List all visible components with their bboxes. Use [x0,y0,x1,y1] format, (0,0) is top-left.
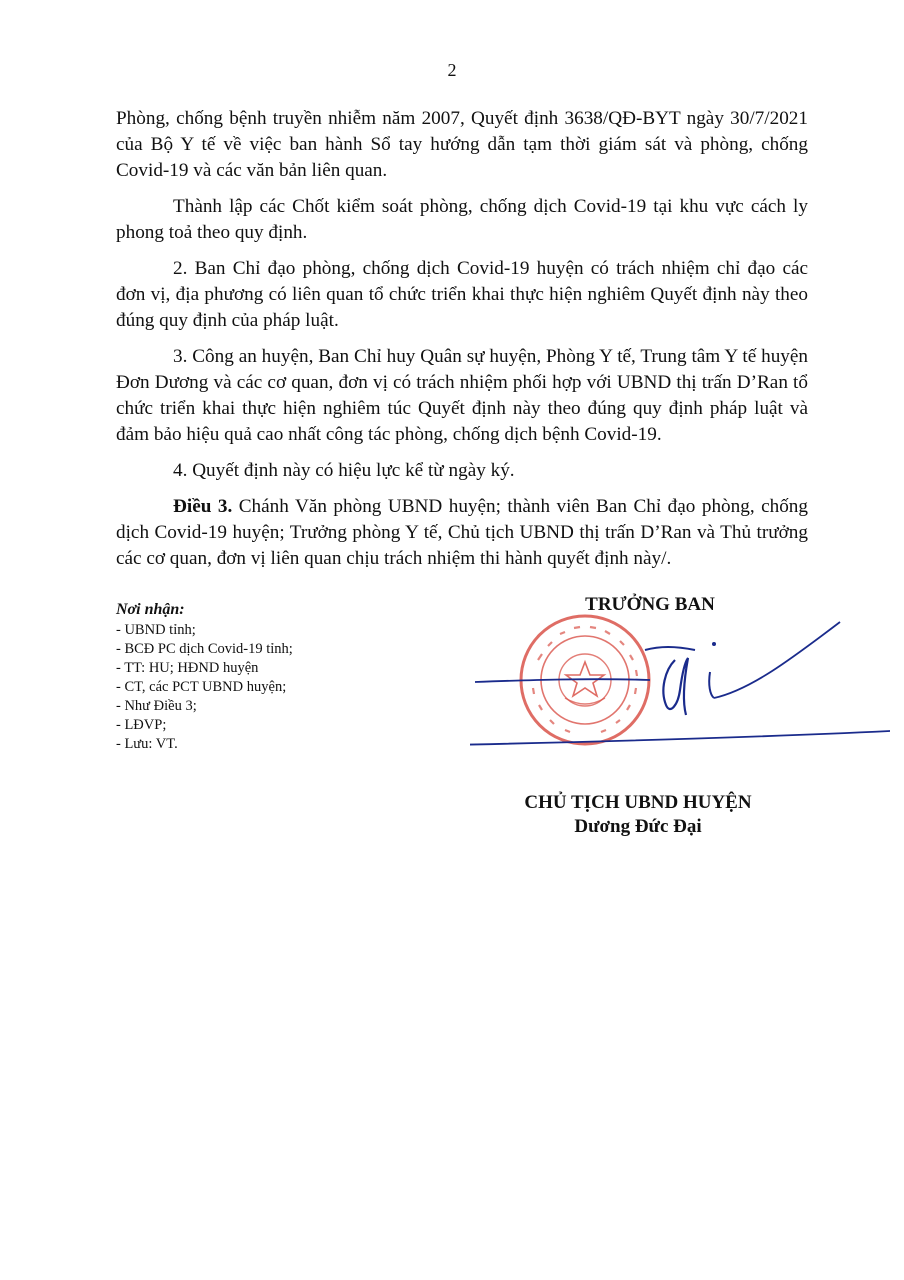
recipient-item: - CT, các PCT UBND huyện; [116,679,287,695]
recipients-block [116,600,436,754]
recipients-list [116,621,436,754]
paragraph: Thành lập các Chốt kiểm soát phòng, chống dịch Covid-19 tại khu vực cách ly phong toả theo quy định. [116,196,808,243]
recipient-item: - Như Điều 3; [116,698,197,714]
recipient-item: - UBND tỉnh; [116,622,196,638]
recipient-item: - BCĐ PC dịch Covid-19 tỉnh; [116,641,293,657]
seal-and-signature [470,610,890,760]
paragraph: 2. Ban Chỉ đạo phòng, chống dịch Covid-19 huyện có trách nhiệm chỉ đạo các đơn vị, địa phương có liên quan tổ chức triển khai thực hiện nghiêm Quyết định này theo đúng quy định của pháp luật. [116,258,808,331]
article-3-text: Chánh Văn phòng UBND huyện; thành viên Ban Chỉ đạo phòng, chống dịch Covid-19 huyện; Trưởng phòng Y tế, Chủ tịch UBND thị trấn D’Ran và Thủ trưởng các cơ quan, đơn vị liên quan chịu trách nhiệm thi hành quyết định này/. [116,496,808,569]
recipient-item: - LĐVP; [116,717,167,733]
paragraph: 4. Quyết định này có hiệu lực kể từ ngày ký. [173,460,515,481]
recipients-heading: Nơi nhận: [116,601,185,618]
signature-title: TRƯỞNG BAN [585,594,715,615]
article-3-label: Điều 3. [173,496,233,517]
recipient-item: - TT: HU; HĐND huyện [116,660,259,676]
recipient-item: - Lưu: VT. [116,736,178,752]
page-number: 2 [447,60,457,80]
paragraph: Phòng, chống bệnh truyền nhiễm năm 2007, Quyết định 3638/QĐ-BYT ngày 30/7/2021 của Bộ Y tế về việc ban hành Sổ tay hướng dẫn tạm thời giám sát và phòng, chống Covid-19 và các văn bản liên quan. [116,108,808,181]
signer-name: Dương Đức Đại [574,816,702,837]
document-body [116,106,808,582]
paragraph: 3. Công an huyện, Ban Chỉ huy Quân sự huyện, Phòng Y tế, Trung tâm Y tế huyện Đơn Dương và các cơ quan, đơn vị có trách nhiệm phối hợp với UBND thị trấn D’Ran tổ chức triển khai thực hiện nghiêm túc Quyết định này theo đúng quy định pháp luật và đảm bảo hiệu quả cao nhất công tác phòng, chống dịch bệnh Covid-19. [116,346,808,445]
signer-position: CHỦ TỊCH UBND HUYỆN [524,792,752,813]
article-3-paragraph [116,494,808,572]
